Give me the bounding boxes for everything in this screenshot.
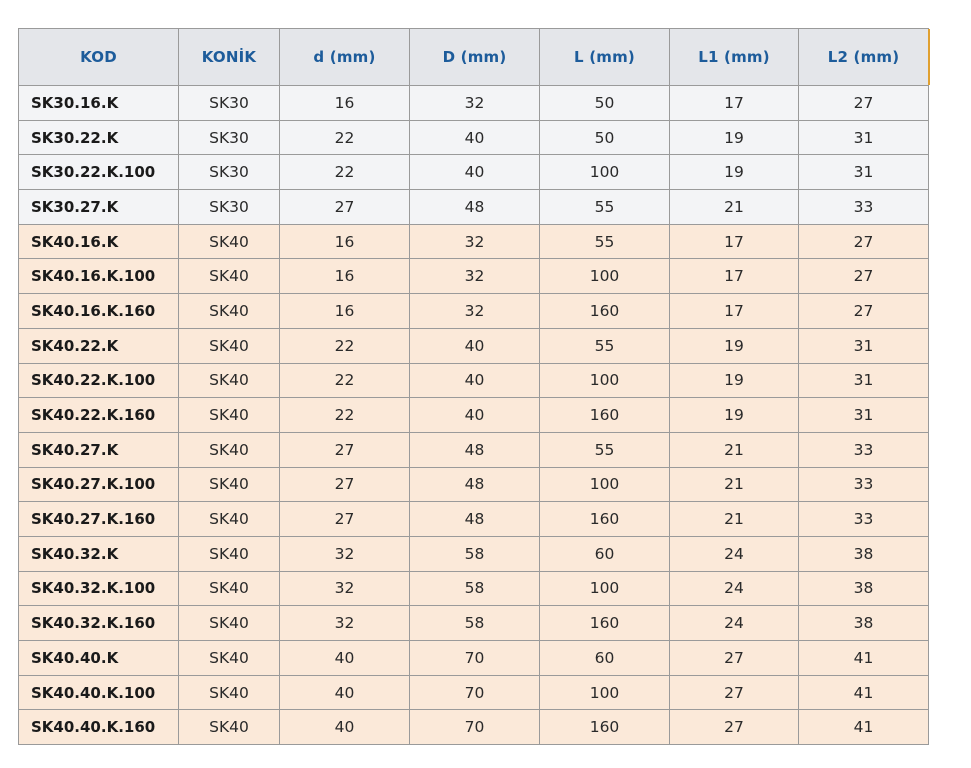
cell-kod: SK40.40.K.100 [19, 675, 179, 710]
cell-L1: 21 [670, 190, 799, 225]
cell-konik: SK30 [179, 86, 280, 121]
cell-L: 100 [540, 259, 670, 294]
cell-L: 100 [540, 467, 670, 502]
cell-d: 16 [280, 224, 410, 259]
cell-L1: 27 [670, 675, 799, 710]
spec-table-container [18, 28, 930, 745]
cell-L2: 33 [799, 467, 929, 502]
spec-table [18, 28, 929, 745]
cell-D: 48 [410, 432, 540, 467]
cell-L: 100 [540, 363, 670, 398]
cell-D: 48 [410, 467, 540, 502]
cell-kod: SK40.40.K [19, 641, 179, 676]
cell-L1: 24 [670, 606, 799, 641]
cell-d: 32 [280, 571, 410, 606]
cell-L: 55 [540, 432, 670, 467]
cell-L: 55 [540, 190, 670, 225]
cell-kod: SK40.32.K.100 [19, 571, 179, 606]
cell-L1: 21 [670, 432, 799, 467]
cell-L1: 24 [670, 571, 799, 606]
cell-L1: 19 [670, 328, 799, 363]
cell-D: 32 [410, 259, 540, 294]
cell-d: 22 [280, 328, 410, 363]
cell-d: 22 [280, 363, 410, 398]
cell-L1: 17 [670, 259, 799, 294]
cell-d: 22 [280, 155, 410, 190]
cell-D: 58 [410, 606, 540, 641]
cell-L2: 41 [799, 641, 929, 676]
cell-konik: SK40 [179, 571, 280, 606]
cell-konik: SK40 [179, 432, 280, 467]
cell-L: 55 [540, 328, 670, 363]
cell-d: 40 [280, 710, 410, 745]
cell-d: 22 [280, 398, 410, 433]
cell-L2: 38 [799, 606, 929, 641]
cell-L2: 33 [799, 432, 929, 467]
cell-D: 48 [410, 502, 540, 537]
cell-d: 27 [280, 467, 410, 502]
cell-kod: SK40.16.K [19, 224, 179, 259]
cell-D: 40 [410, 120, 540, 155]
cell-konik: SK40 [179, 328, 280, 363]
cell-L1: 19 [670, 398, 799, 433]
cell-kod: SK40.16.K.100 [19, 259, 179, 294]
cell-d: 40 [280, 641, 410, 676]
cell-L: 160 [540, 710, 670, 745]
cell-L1: 21 [670, 467, 799, 502]
cell-L2: 41 [799, 710, 929, 745]
cell-L2: 31 [799, 363, 929, 398]
table-row [19, 86, 929, 121]
cell-konik: SK40 [179, 467, 280, 502]
cell-D: 70 [410, 641, 540, 676]
cell-konik: SK30 [179, 155, 280, 190]
table-row [19, 328, 929, 363]
cell-D: 40 [410, 398, 540, 433]
table-row [19, 259, 929, 294]
cell-L: 100 [540, 571, 670, 606]
cell-L2: 31 [799, 328, 929, 363]
cell-L2: 27 [799, 224, 929, 259]
table-row [19, 675, 929, 710]
cell-L1: 27 [670, 641, 799, 676]
cell-D: 70 [410, 675, 540, 710]
cell-konik: SK30 [179, 120, 280, 155]
cell-L2: 41 [799, 675, 929, 710]
cell-d: 32 [280, 606, 410, 641]
table-row [19, 432, 929, 467]
table-row [19, 190, 929, 225]
cell-kod: SK40.22.K.160 [19, 398, 179, 433]
cell-konik: SK40 [179, 675, 280, 710]
cell-L1: 17 [670, 86, 799, 121]
cell-D: 48 [410, 190, 540, 225]
cell-L: 50 [540, 86, 670, 121]
cell-d: 32 [280, 536, 410, 571]
cell-D: 40 [410, 328, 540, 363]
column-header-kod: KOD [19, 29, 179, 86]
table-row [19, 363, 929, 398]
cell-L1: 24 [670, 536, 799, 571]
column-header-L: L (mm) [540, 29, 670, 86]
table-row [19, 536, 929, 571]
cell-L1: 19 [670, 155, 799, 190]
cell-konik: SK40 [179, 641, 280, 676]
cell-kod: SK40.32.K.160 [19, 606, 179, 641]
cell-L: 160 [540, 502, 670, 537]
cell-L: 60 [540, 536, 670, 571]
cell-konik: SK40 [179, 224, 280, 259]
table-row [19, 606, 929, 641]
table-row [19, 571, 929, 606]
cell-d: 27 [280, 190, 410, 225]
column-header-d: d (mm) [280, 29, 410, 86]
cell-konik: SK40 [179, 536, 280, 571]
cell-d: 16 [280, 86, 410, 121]
cell-konik: SK40 [179, 398, 280, 433]
cell-L2: 27 [799, 294, 929, 329]
cell-L1: 19 [670, 363, 799, 398]
cell-L: 160 [540, 606, 670, 641]
cell-L: 160 [540, 294, 670, 329]
table-body [19, 86, 929, 745]
cell-L: 100 [540, 155, 670, 190]
column-header-L1: L1 (mm) [670, 29, 799, 86]
cell-L1: 19 [670, 120, 799, 155]
cell-L2: 38 [799, 536, 929, 571]
cell-L: 50 [540, 120, 670, 155]
cell-konik: SK30 [179, 190, 280, 225]
cell-kod: SK40.40.K.160 [19, 710, 179, 745]
cell-kod: SK40.22.K.100 [19, 363, 179, 398]
cell-konik: SK40 [179, 363, 280, 398]
table-row [19, 120, 929, 155]
column-header-D: D (mm) [410, 29, 540, 86]
cell-D: 58 [410, 536, 540, 571]
cell-kod: SK40.22.K [19, 328, 179, 363]
table-row [19, 398, 929, 433]
cell-kod: SK40.27.K.160 [19, 502, 179, 537]
cell-konik: SK40 [179, 294, 280, 329]
cell-L2: 27 [799, 86, 929, 121]
cell-konik: SK40 [179, 502, 280, 537]
cell-L1: 21 [670, 502, 799, 537]
table-row [19, 155, 929, 190]
cell-D: 40 [410, 155, 540, 190]
cell-d: 27 [280, 432, 410, 467]
table-row [19, 502, 929, 537]
cell-L: 160 [540, 398, 670, 433]
cell-kod: SK40.16.K.160 [19, 294, 179, 329]
table-row [19, 294, 929, 329]
column-header-konik: KONİK [179, 29, 280, 86]
cell-D: 70 [410, 710, 540, 745]
cell-kod: SK40.32.K [19, 536, 179, 571]
cell-D: 40 [410, 363, 540, 398]
cell-L: 60 [540, 641, 670, 676]
cell-L: 55 [540, 224, 670, 259]
cell-L1: 17 [670, 294, 799, 329]
cell-kod: SK30.16.K [19, 86, 179, 121]
cell-L2: 38 [799, 571, 929, 606]
cell-D: 58 [410, 571, 540, 606]
cell-konik: SK40 [179, 606, 280, 641]
cell-d: 16 [280, 294, 410, 329]
cell-d: 16 [280, 259, 410, 294]
cell-kod: SK30.22.K [19, 120, 179, 155]
table-row [19, 641, 929, 676]
cell-kod: SK40.27.K [19, 432, 179, 467]
cell-L2: 33 [799, 502, 929, 537]
cell-L2: 31 [799, 398, 929, 433]
cell-L2: 31 [799, 120, 929, 155]
header-row [19, 29, 929, 86]
column-header-L2: L2 (mm) [799, 29, 929, 86]
cell-D: 32 [410, 224, 540, 259]
cell-kod: SK30.27.K [19, 190, 179, 225]
cell-kod: SK30.22.K.100 [19, 155, 179, 190]
cell-kod: SK40.27.K.100 [19, 467, 179, 502]
cell-D: 32 [410, 294, 540, 329]
cell-d: 27 [280, 502, 410, 537]
accent-bar [928, 29, 930, 85]
cell-D: 32 [410, 86, 540, 121]
cell-konik: SK40 [179, 259, 280, 294]
cell-L2: 33 [799, 190, 929, 225]
cell-L1: 17 [670, 224, 799, 259]
table-row [19, 224, 929, 259]
cell-d: 22 [280, 120, 410, 155]
cell-konik: SK40 [179, 710, 280, 745]
cell-L: 100 [540, 675, 670, 710]
cell-L1: 27 [670, 710, 799, 745]
cell-L2: 27 [799, 259, 929, 294]
table-row [19, 710, 929, 745]
table-row [19, 467, 929, 502]
cell-d: 40 [280, 675, 410, 710]
cell-L2: 31 [799, 155, 929, 190]
